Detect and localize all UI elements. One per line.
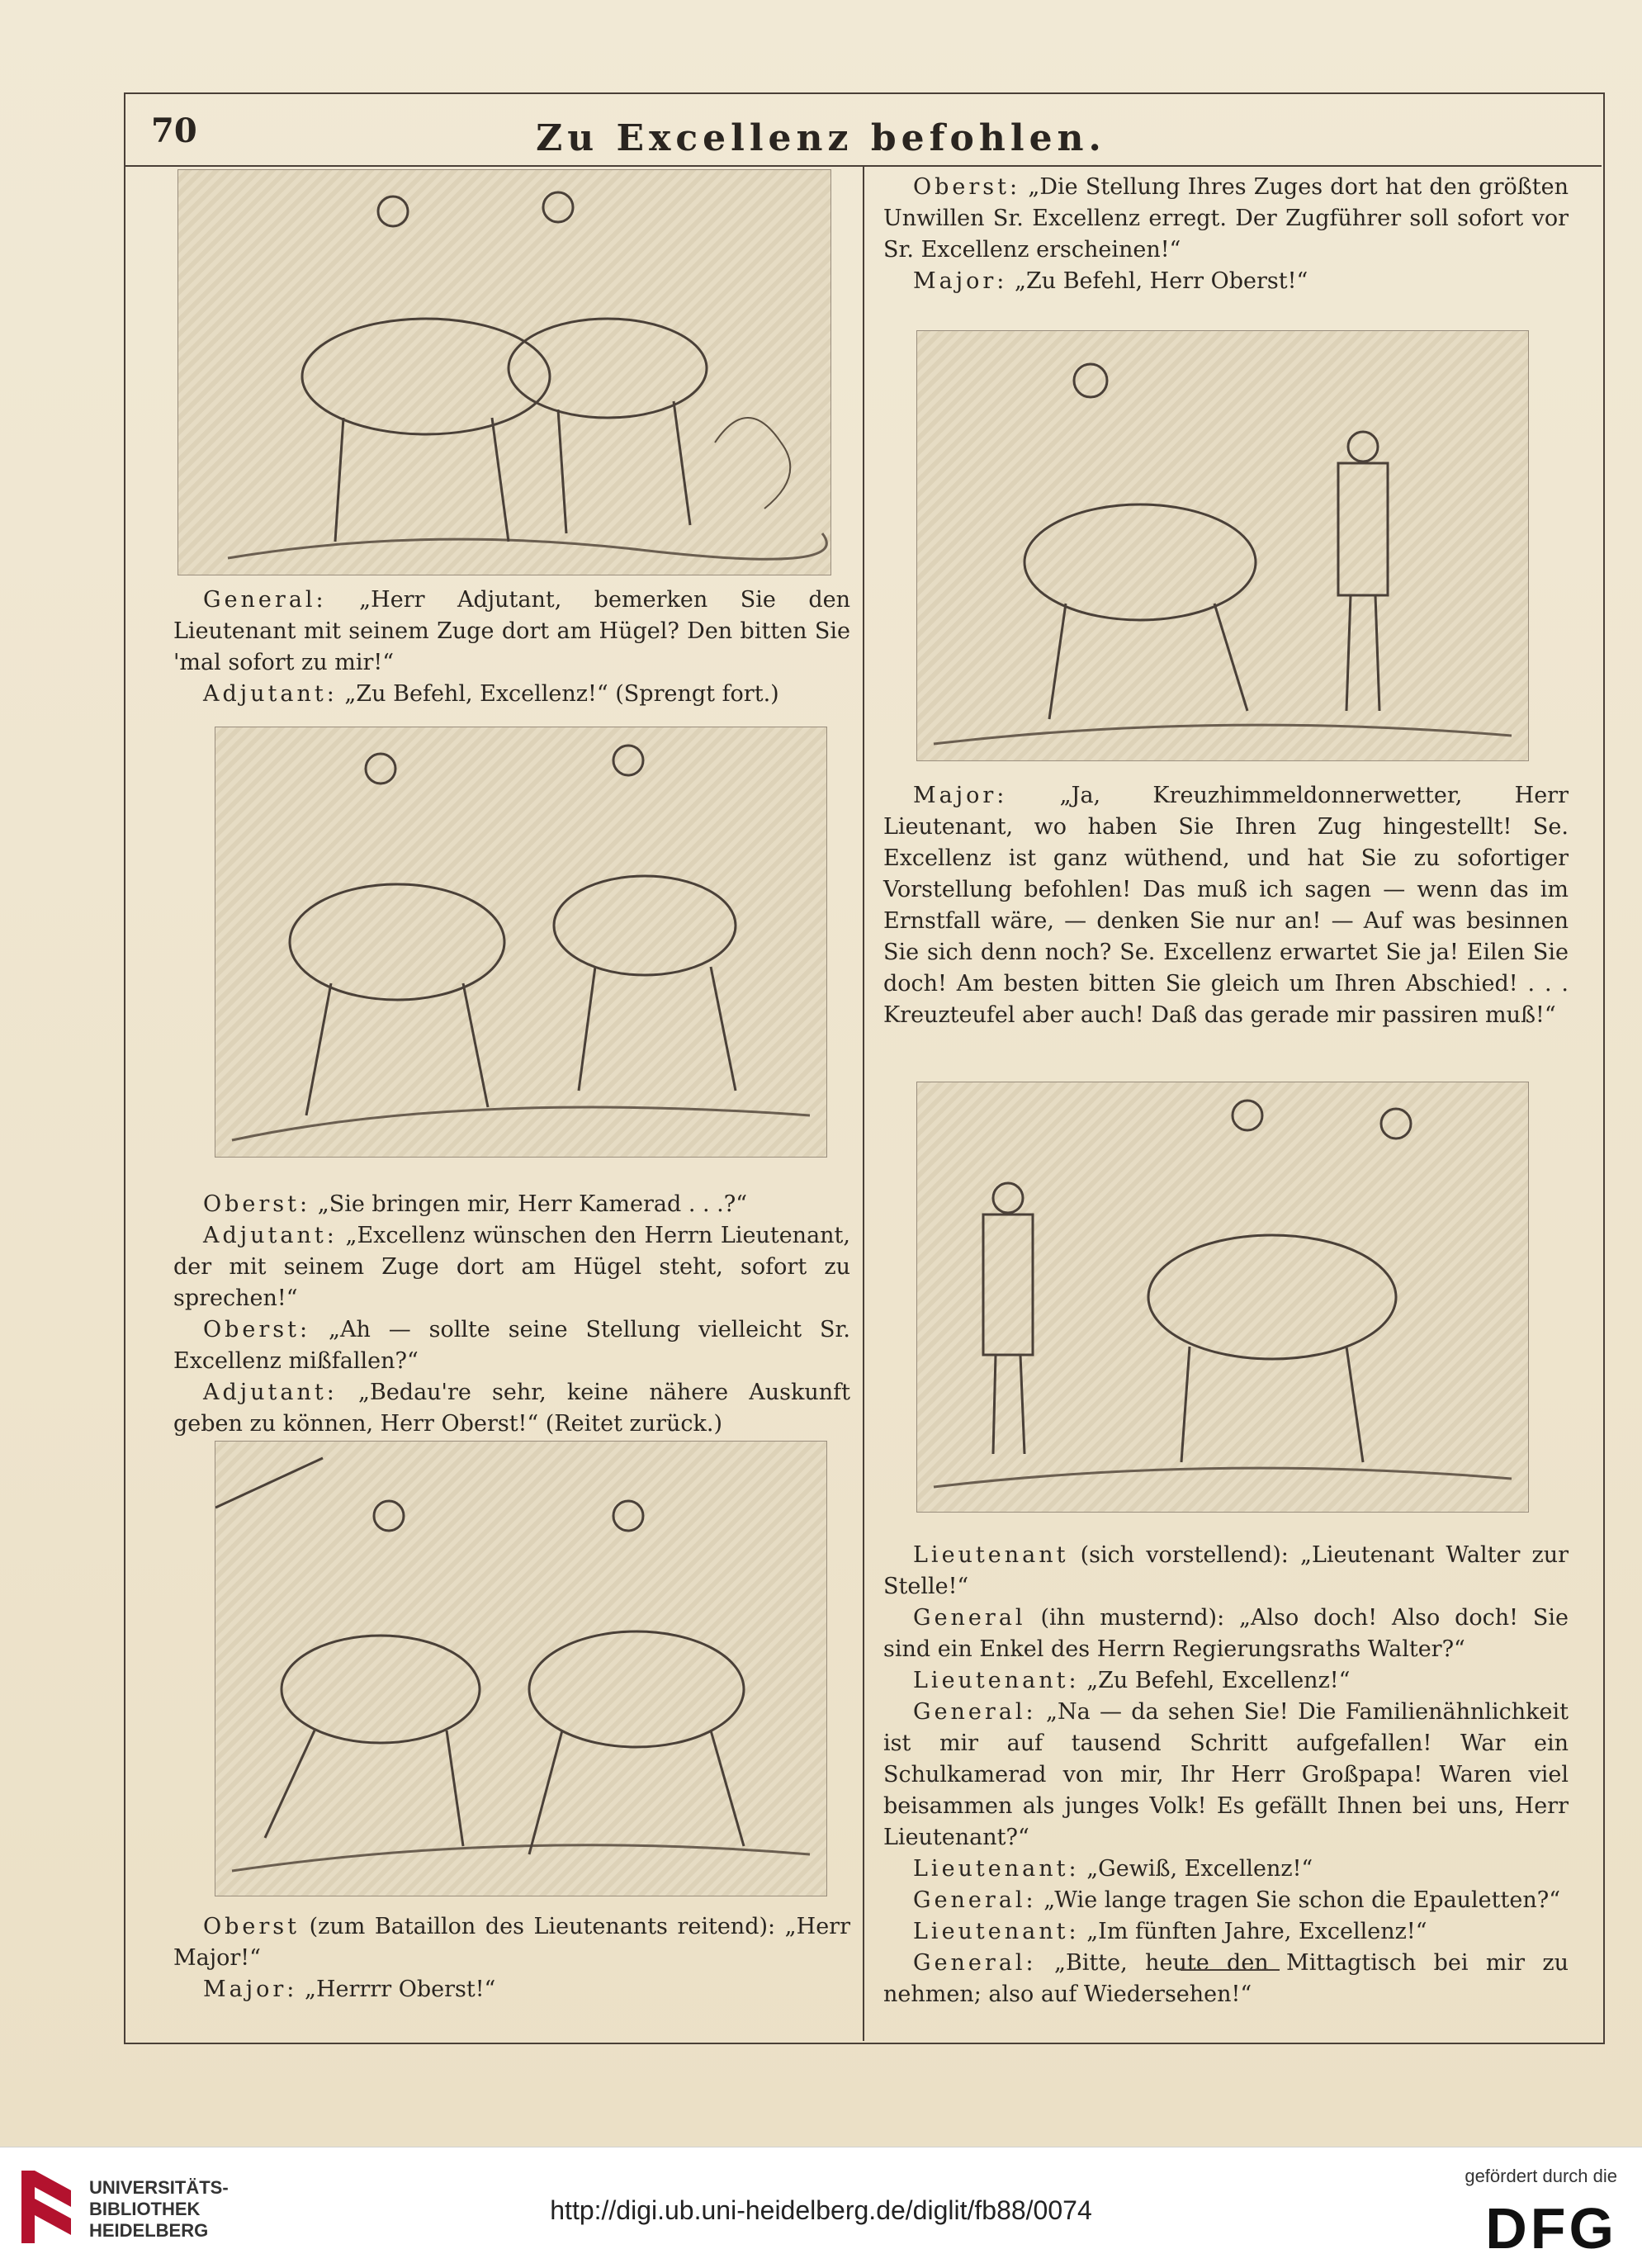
funded-by-label: gefördert durch die bbox=[1465, 2166, 1617, 2186]
dialogue-text: „Zu Befehl, Excellenz!“ (Sprengt fort.) bbox=[344, 681, 779, 707]
library-name-line: UNIVERSITÄTS- bbox=[89, 2177, 229, 2198]
dialogue-line bbox=[883, 1916, 1569, 1948]
dialogue-line bbox=[883, 266, 1569, 297]
speaker-label: General: bbox=[913, 1887, 1037, 1913]
dialogue-text: „Zu Befehl, Excellenz!“ bbox=[1086, 1668, 1351, 1693]
left-caption-1 bbox=[173, 585, 850, 710]
illustration-lieutenant-reports-to-general bbox=[916, 1082, 1529, 1513]
dialogue-line bbox=[173, 1974, 850, 2005]
dialogue-text: „Bedau're sehr, keine nähere Auskunft geben zu können, Herr Oberst!“ (Reitet zurück.) bbox=[173, 1380, 850, 1437]
page-title: Zu Excellenz befohlen. bbox=[536, 117, 1106, 159]
dialogue-text: „Gewiß, Excellenz!“ bbox=[1086, 1856, 1313, 1882]
dialogue-text: „Excellenz wünschen den Herrn Lieutenant, der mit seinem Zuge dort am Hügel steht, sofort zu sprechen!“ bbox=[173, 1223, 850, 1311]
dialogue-line bbox=[173, 585, 850, 679]
dialogue-text: „Ah — sollte seine Stellung vielleicht Sr. Excellenz mißfallen?“ bbox=[173, 1317, 850, 1374]
right-caption-2 bbox=[883, 780, 1569, 1031]
right-caption-3 bbox=[883, 1540, 1569, 2010]
right-caption-1 bbox=[883, 172, 1569, 297]
dialogue-text: „Ja, Kreuzhimmeldonnerwetter, Herr Lieutenant, wo haben Sie Ihren Zug hingestellt! Se. Excellenz ist ganz wüthend, und hat Sie zu sofortiger Vorstellung befohlen! Das muß ich sagen — wenn das im Ernstfall wäre, — denken Sie nur an! — Auf was besinnen Sie sich denn noch? Se. Excellenz erwartet Sie ja! Eilen Sie doch! Am besten bitten Sie gleich um Ihren Abschied! . . . Kreuzteufel aber auch! Daß das gerade mir passiren muß!“ bbox=[883, 783, 1569, 1028]
dialogue-text: „Herr Adjutant, bemerken Sie den Lieutenant mit seinem Zuge dort am Hügel? Den bitten Sie 'mal sofort zu mir!“ bbox=[173, 587, 850, 675]
left-caption-2 bbox=[173, 1189, 850, 1440]
dialogue-line bbox=[883, 1540, 1569, 1603]
dialogue-line bbox=[173, 1314, 850, 1377]
dialogue-text: „Wie lange tragen Sie schon die Epauletten?“ bbox=[1043, 1887, 1561, 1913]
dfg-logo: DFG bbox=[1485, 2196, 1617, 2261]
dialogue-line bbox=[883, 1603, 1569, 1665]
dialogue-text: „Die Stellung Ihres Zuges dort hat den größten Unwillen Sr. Excellenz erregt. Der Zugführer soll sofort vor Sr. Excellenz erscheinen!“ bbox=[883, 174, 1569, 263]
dialogue-text: „Sie bringen mir, Herr Kamerad . . .?“ bbox=[317, 1191, 748, 1217]
dialogue-text: (zum Bataillon des Lieutenants reitend): „Herr Major!“ bbox=[173, 1914, 850, 1971]
speaker-label: General bbox=[913, 1605, 1026, 1631]
source-url-link[interactable]: http://digi.ub.uni-heidelberg.de/diglit/fb88/0074 bbox=[550, 2195, 1092, 2225]
speaker-label: Adjutant: bbox=[203, 681, 338, 707]
speaker-label: Oberst: bbox=[913, 174, 1021, 200]
dialogue-line bbox=[883, 1885, 1569, 1916]
page-number: 70 bbox=[151, 111, 197, 150]
speaker-label: Oberst: bbox=[203, 1317, 311, 1342]
speaker-label: Lieutenant: bbox=[913, 1919, 1080, 1944]
speaker-label: General: bbox=[913, 1950, 1037, 1976]
dialogue-line bbox=[173, 679, 850, 710]
illustration-major-and-lieutenant bbox=[916, 330, 1529, 761]
left-caption-3 bbox=[173, 1911, 850, 2005]
dialogue-text: „Na — da sehen Sie! Die Familienähnlichkeit ist mir auf tausend Schritt aufgefallen! War ein Schulkamerad von mir, Ihr Herr Großpapa! Waren viel beisammen als junges Volk! Es gefällt Ihnen bei uns, Herr Lieutenant?“ bbox=[883, 1699, 1569, 1850]
dialogue-text: „Im fünften Jahre, Excellenz!“ bbox=[1086, 1919, 1427, 1944]
column-rule bbox=[863, 165, 864, 2041]
speaker-label: General: bbox=[203, 587, 327, 613]
speaker-label: Adjutant: bbox=[203, 1380, 338, 1405]
illustration-adjutant-and-oberst bbox=[215, 727, 827, 1158]
dialogue-line bbox=[883, 1948, 1569, 2010]
speaker-label: Oberst: bbox=[203, 1191, 311, 1217]
dialogue-text: „Bitte, heute den Mittagtisch bei mir zu nehmen; also auf Wiedersehen!“ bbox=[883, 1950, 1569, 2007]
speaker-label: General: bbox=[913, 1699, 1037, 1725]
speaker-label: Lieutenant: bbox=[913, 1668, 1080, 1693]
dialogue-line bbox=[173, 1189, 850, 1220]
library-name-line: BIBLIOTHEK bbox=[89, 2199, 201, 2219]
end-rule bbox=[1181, 1969, 1280, 1971]
dialogue-text: „Herrrr Oberst!“ bbox=[304, 1977, 496, 2002]
dialogue-line bbox=[883, 780, 1569, 1031]
speaker-label: Major: bbox=[913, 268, 1008, 294]
speaker-label: Adjutant: bbox=[203, 1223, 338, 1248]
dialogue-line bbox=[173, 1911, 850, 1974]
speaker-label: Major: bbox=[913, 783, 1008, 808]
dialogue-text: (ihn musternd): „Also doch! Also doch! Sie sind ein Enkel des Herrn Regierungsraths Walter?“ bbox=[883, 1605, 1569, 1662]
illustration-oberst-riding-to-major bbox=[215, 1441, 827, 1896]
library-name-line: HEIDELBERG bbox=[89, 2220, 209, 2241]
speaker-label: Lieutenant bbox=[913, 1542, 1069, 1568]
illustration-general-and-adjutant bbox=[177, 169, 831, 575]
dialogue-line bbox=[883, 1697, 1569, 1854]
speaker-label: Oberst bbox=[203, 1914, 300, 1939]
footer-bar bbox=[0, 2147, 1642, 2268]
speaker-label: Major: bbox=[203, 1977, 298, 2002]
dialogue-line bbox=[173, 1220, 850, 1314]
dialogue-line bbox=[173, 1377, 850, 1440]
dialogue-line bbox=[883, 1665, 1569, 1697]
dialogue-text: „Zu Befehl, Herr Oberst!“ bbox=[1014, 268, 1308, 294]
dialogue-text: (sich vorstellend): „Lieutenant Walter zur Stelle!“ bbox=[883, 1542, 1569, 1599]
speaker-label: Lieutenant: bbox=[913, 1856, 1080, 1882]
dialogue-line bbox=[883, 1854, 1569, 1885]
dialogue-line bbox=[883, 172, 1569, 266]
